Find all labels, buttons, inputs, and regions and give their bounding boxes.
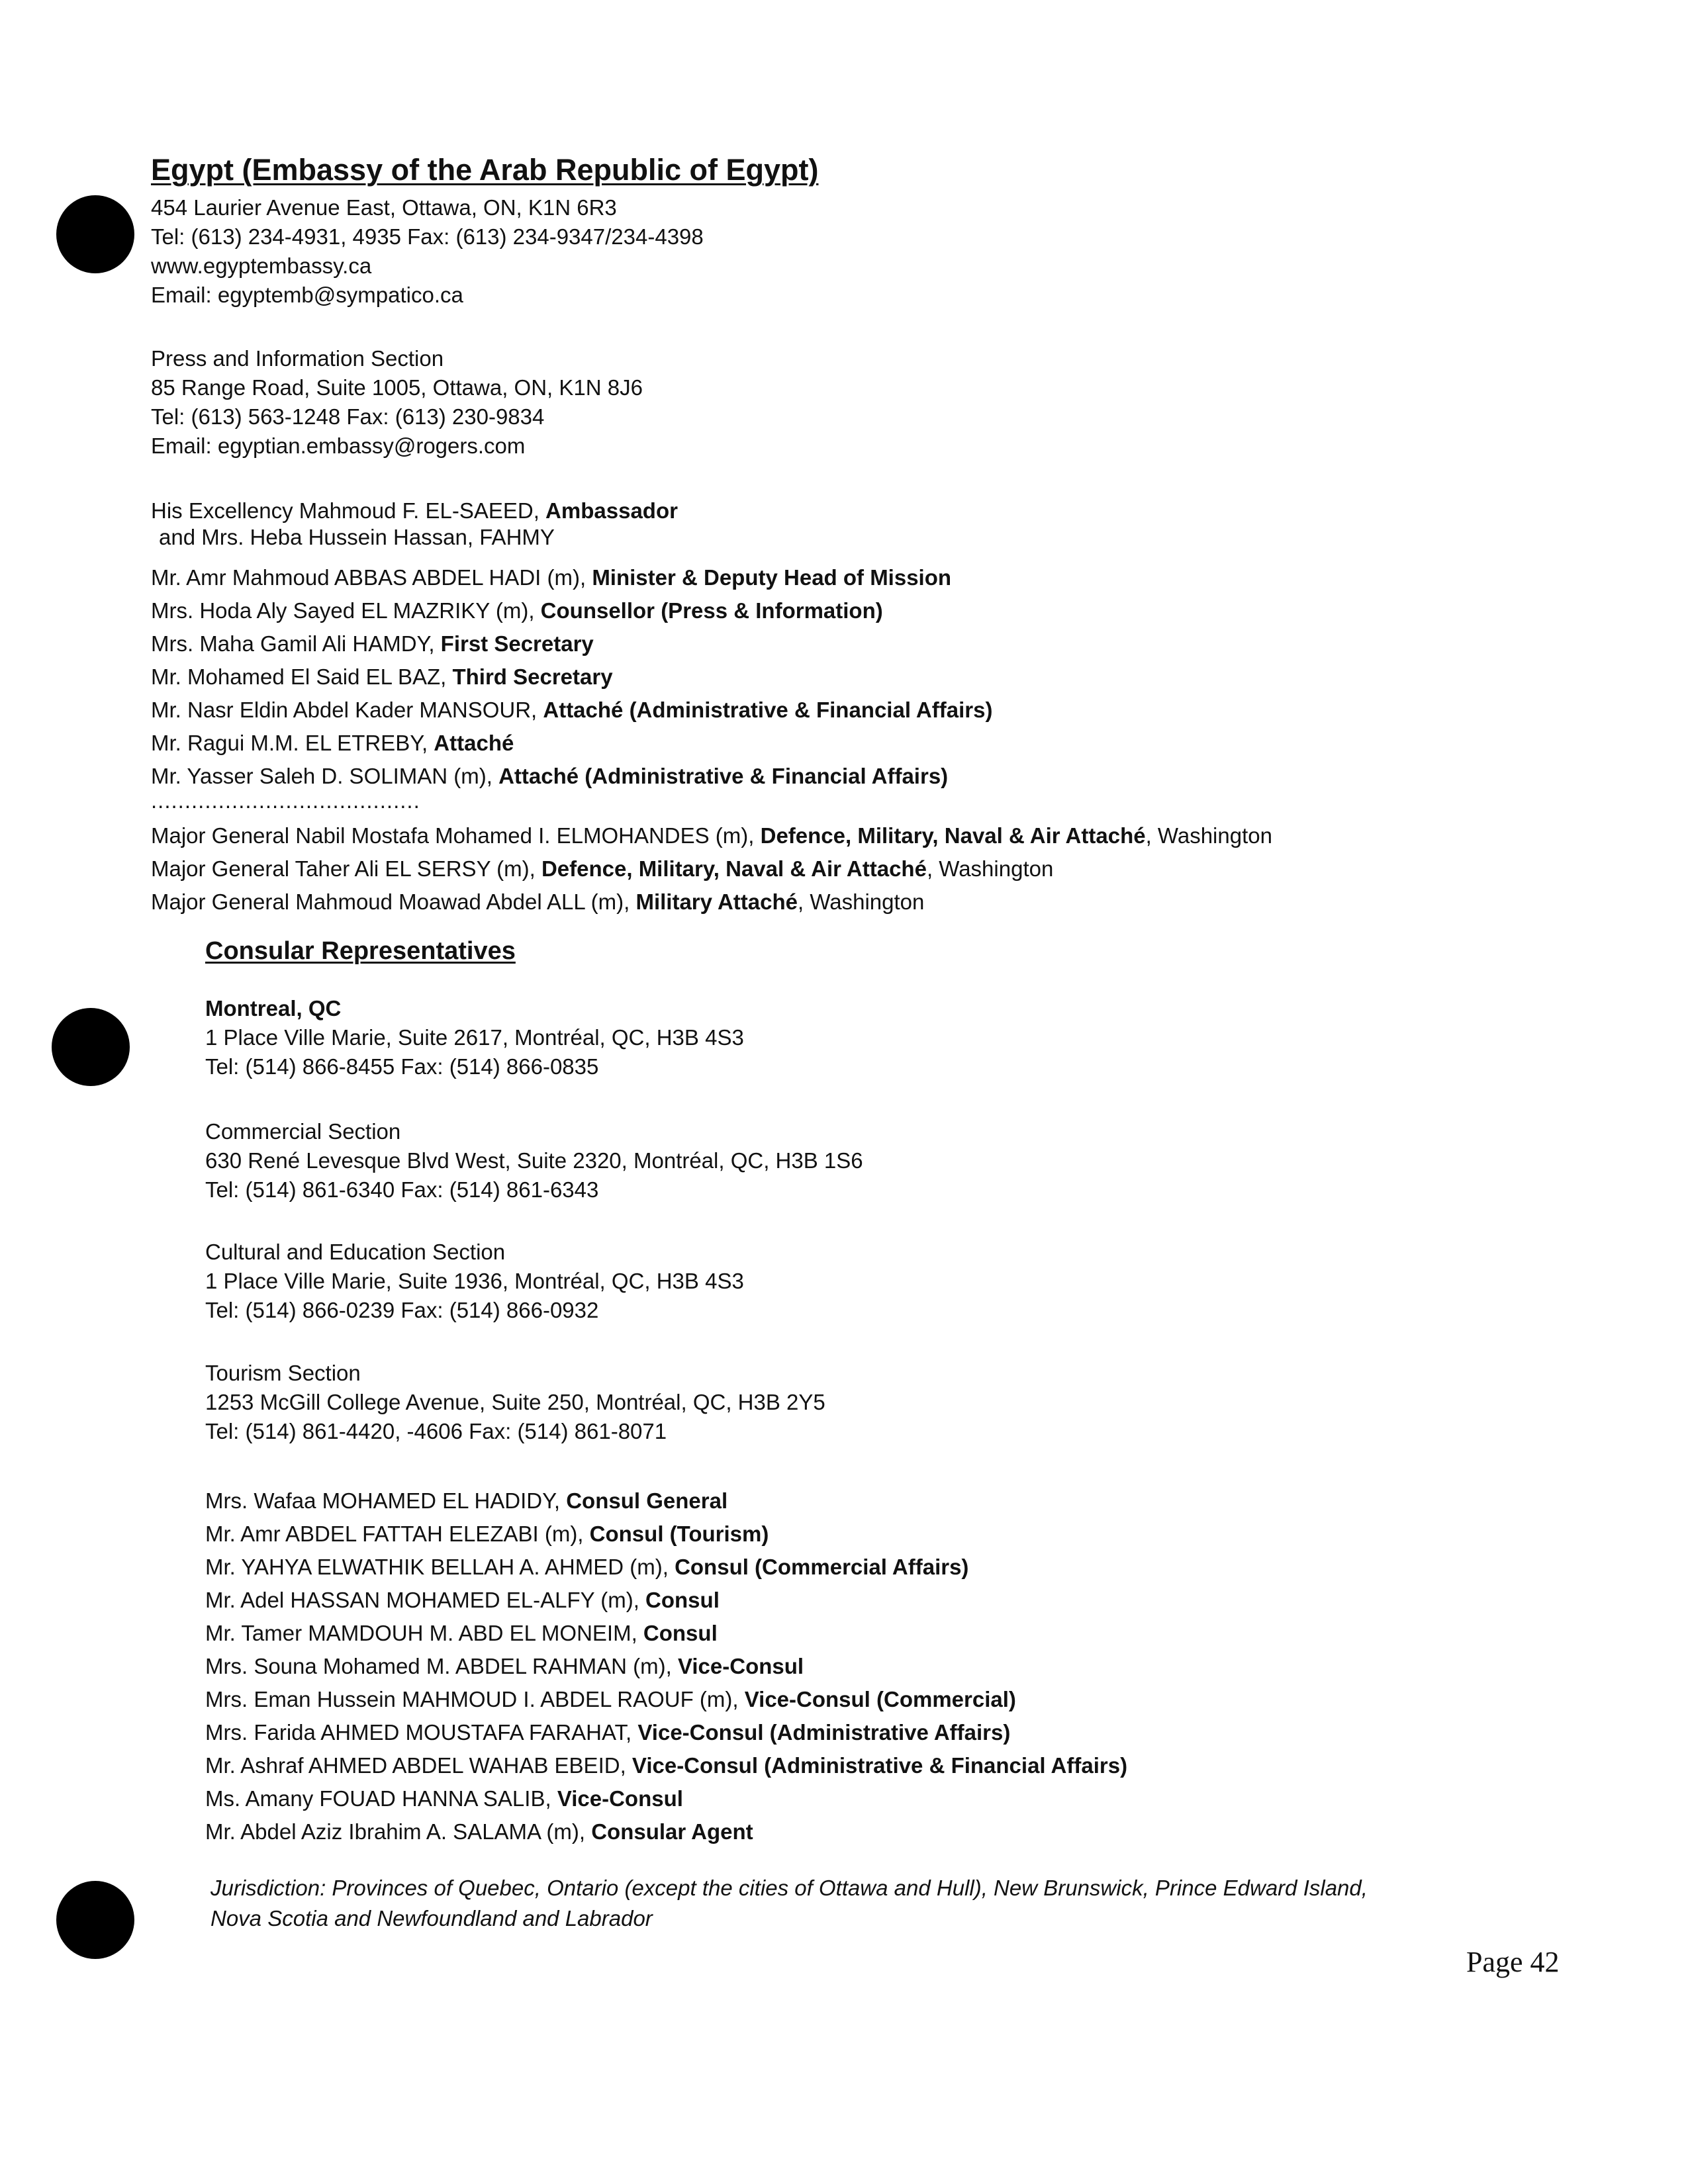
page-number: Page 42 bbox=[1466, 1946, 1560, 1978]
section-name: Commercial Section bbox=[205, 1119, 401, 1144]
page-title: Egypt (Embassy of the Arab Republic of Egypt) bbox=[151, 153, 819, 187]
staff-name: Mr. Amr ABDEL FATTAH ELEZABI (m), bbox=[205, 1522, 590, 1546]
staff-name: Mr. Abdel Aziz Ibrahim A. SALAMA (m), bbox=[205, 1819, 592, 1844]
diplomat-entry bbox=[151, 627, 1272, 660]
diplomat-title: Attaché (Administrative & Financial Affairs) bbox=[543, 698, 993, 722]
staff-title: Consul General bbox=[566, 1488, 728, 1513]
consular-staff-entry bbox=[205, 1683, 1127, 1716]
diplomat-entry bbox=[151, 727, 1272, 760]
diplomat-title: Ambassador bbox=[545, 498, 678, 523]
staff-title: Consul (Commercial Affairs) bbox=[675, 1555, 969, 1579]
consular-staff-entry bbox=[205, 1650, 1127, 1683]
consular-staff-list bbox=[205, 1484, 1127, 1848]
staff-name: Mrs. Farida AHMED MOUSTAFA FARAHAT, bbox=[205, 1720, 638, 1745]
diplomat-title: Counsellor (Press & Information) bbox=[540, 598, 883, 623]
consular-staff-entry bbox=[205, 1551, 1127, 1584]
embassy-phone: Tel: (613) 234-4931, 4935 Fax: (613) 234-9347/234-4398 bbox=[151, 224, 704, 249]
consular-staff-entry bbox=[205, 1484, 1127, 1518]
commercial-section bbox=[205, 1117, 863, 1205]
section-name: Cultural and Education Section bbox=[205, 1240, 506, 1264]
press-section bbox=[151, 344, 643, 461]
diplomat-entry bbox=[151, 594, 1272, 627]
military-entry bbox=[151, 819, 1272, 852]
press-phone: Tel: (613) 563-1248 Fax: (613) 230-9834 bbox=[151, 404, 545, 429]
staff-name: Ms. Amany FOUAD HANNA SALIB, bbox=[205, 1786, 557, 1811]
consular-staff-entry bbox=[205, 1782, 1127, 1815]
staff-title: Vice-Consul (Commercial) bbox=[744, 1687, 1016, 1711]
military-name: Major General Taher Ali EL SERSY (m), bbox=[151, 856, 541, 881]
consulate-city: Montreal, QC bbox=[205, 996, 342, 1021]
consular-staff-entry bbox=[205, 1815, 1127, 1848]
diplomat-name: Mr. Ragui M.M. EL ETREBY, bbox=[151, 731, 434, 755]
consular-heading: Consular Representatives bbox=[205, 937, 516, 965]
consulate-montreal bbox=[205, 994, 744, 1081]
diplomat-entry bbox=[151, 660, 1272, 694]
military-name: Major General Nabil Mostafa Mohamed I. ELMOHANDES (m), bbox=[151, 823, 761, 848]
diplomat-entry bbox=[151, 694, 1272, 727]
diplomat-name: and Mrs. Heba Hussein Hassan, FAHMY bbox=[159, 525, 555, 549]
cultural-section bbox=[205, 1238, 744, 1325]
jurisdiction-line: Jurisdiction: Provinces of Quebec, Ontario (except the cities of Ottawa and Hull), New Brunswick, Prince Edward Island, bbox=[211, 1876, 1368, 1900]
staff-title: Consul bbox=[643, 1621, 718, 1645]
staff-name: Mr. Adel HASSAN MOHAMED EL-ALFY (m), bbox=[205, 1588, 646, 1612]
diplomat-entry bbox=[151, 498, 1272, 524]
military-location: , Washington bbox=[797, 889, 925, 914]
consular-staff-entry bbox=[205, 1617, 1127, 1650]
staff-title: Consul bbox=[645, 1588, 720, 1612]
diplomat-name: Mrs. Hoda Aly Sayed EL MAZRIKY (m), bbox=[151, 598, 541, 623]
diplomat-title: Minister & Deputy Head of Mission bbox=[592, 565, 952, 590]
staff-name: Mr. YAHYA ELWATHIK BELLAH A. AHMED (m), bbox=[205, 1555, 675, 1579]
staff-name: Mr. Tamer MAMDOUH M. ABD EL MONEIM, bbox=[205, 1621, 643, 1645]
diplomat-name: Mr. Amr Mahmoud ABBAS ABDEL HADI (m), bbox=[151, 565, 592, 590]
diplomat-title: First Secretary bbox=[440, 631, 594, 656]
diplomat-name: Mr. Yasser Saleh D. SOLIMAN (m), bbox=[151, 764, 499, 788]
jurisdiction-note bbox=[211, 1873, 1368, 1934]
diplomat-name: Mrs. Maha Gamil Ali HAMDY, bbox=[151, 631, 441, 656]
consulate-phone: Tel: (514) 866-8455 Fax: (514) 866-0835 bbox=[205, 1054, 599, 1079]
staff-name: Mrs. Wafaa MOHAMED EL HADIDY, bbox=[205, 1488, 567, 1513]
section-phone: Tel: (514) 861-4420, -4606 Fax: (514) 861-8071 bbox=[205, 1419, 667, 1443]
staff-title: Consular Agent bbox=[591, 1819, 753, 1844]
jurisdiction-line: Nova Scotia and Newfoundland and Labrador bbox=[211, 1906, 653, 1931]
section-phone: Tel: (514) 861-6340 Fax: (514) 861-6343 bbox=[205, 1177, 599, 1202]
staff-name: Mr. Ashraf AHMED ABDEL WAHAB EBEID, bbox=[205, 1753, 632, 1778]
consulate-address: 1 Place Ville Marie, Suite 2617, Montréal, QC, H3B 4S3 bbox=[205, 1025, 744, 1050]
staff-title: Consul (Tourism) bbox=[589, 1522, 769, 1546]
embassy-email: Email: egyptemb@sympatico.ca bbox=[151, 283, 463, 307]
consular-staff-entry bbox=[205, 1518, 1127, 1551]
military-title: Defence, Military, Naval & Air Attaché bbox=[541, 856, 927, 881]
embassy-address: 454 Laurier Avenue East, Ottawa, ON, K1N 6R3 bbox=[151, 195, 617, 220]
punch-hole-middle bbox=[52, 1008, 130, 1086]
military-entry bbox=[151, 886, 1272, 919]
staff-title: Vice-Consul (Administrative & Financial Affairs) bbox=[632, 1753, 1128, 1778]
press-email: Email: egyptian.embassy@rogers.com bbox=[151, 433, 526, 458]
diplomat-list bbox=[151, 498, 1272, 919]
tourism-section bbox=[205, 1359, 825, 1446]
consular-staff-entry bbox=[205, 1749, 1127, 1782]
military-location: , Washington bbox=[926, 856, 1054, 881]
staff-name: Mrs. Eman Hussein MAHMOUD I. ABDEL RAOUF (m), bbox=[205, 1687, 745, 1711]
section-address: 630 René Levesque Blvd West, Suite 2320, Montréal, QC, H3B 1S6 bbox=[205, 1148, 863, 1173]
diplomat-name: His Excellency Mahmoud F. EL-SAEED, bbox=[151, 498, 546, 523]
military-title: Defence, Military, Naval & Air Attaché bbox=[760, 823, 1146, 848]
consular-staff-entry bbox=[205, 1716, 1127, 1749]
staff-name: Mrs. Souna Mohamed M. ABDEL RAHMAN (m), bbox=[205, 1654, 678, 1678]
punch-hole-top bbox=[56, 195, 134, 273]
diplomat-entry bbox=[151, 561, 1272, 594]
diplomat-entry bbox=[151, 524, 1272, 561]
military-name: Major General Mahmoud Moawad Abdel ALL (m), bbox=[151, 889, 636, 914]
diplomat-title: Third Secretary bbox=[452, 664, 613, 689]
staff-title: Vice-Consul bbox=[557, 1786, 683, 1811]
diplomat-title: Attaché (Administrative & Financial Affairs) bbox=[498, 764, 949, 788]
diplomat-name: Mr. Nasr Eldin Abdel Kader MANSOUR, bbox=[151, 698, 543, 722]
section-name: Tourism Section bbox=[205, 1361, 361, 1385]
section-address: 1 Place Ville Marie, Suite 1936, Montréal, QC, H3B 4S3 bbox=[205, 1269, 744, 1293]
press-address: 85 Range Road, Suite 1005, Ottawa, ON, K1N 8J6 bbox=[151, 375, 643, 400]
diplomat-title: Attaché bbox=[434, 731, 514, 755]
military-entry bbox=[151, 852, 1272, 886]
staff-title: Vice-Consul bbox=[677, 1654, 804, 1678]
staff-title: Vice-Consul (Administrative Affairs) bbox=[637, 1720, 1011, 1745]
embassy-website: www.egyptembassy.ca bbox=[151, 253, 372, 278]
section-address: 1253 McGill College Avenue, Suite 250, Montréal, QC, H3B 2Y5 bbox=[205, 1390, 825, 1414]
punch-hole-bottom bbox=[56, 1881, 134, 1959]
section-phone: Tel: (514) 866-0239 Fax: (514) 866-0932 bbox=[205, 1298, 599, 1322]
press-name: Press and Information Section bbox=[151, 346, 444, 371]
diplomat-name: Mr. Mohamed El Said EL BAZ, bbox=[151, 664, 453, 689]
consular-staff-entry bbox=[205, 1584, 1127, 1617]
separator-dots: ........................................ bbox=[151, 788, 420, 813]
military-title: Military Attaché bbox=[635, 889, 798, 914]
military-location: , Washington bbox=[1145, 823, 1272, 848]
embassy-contact bbox=[151, 193, 704, 310]
